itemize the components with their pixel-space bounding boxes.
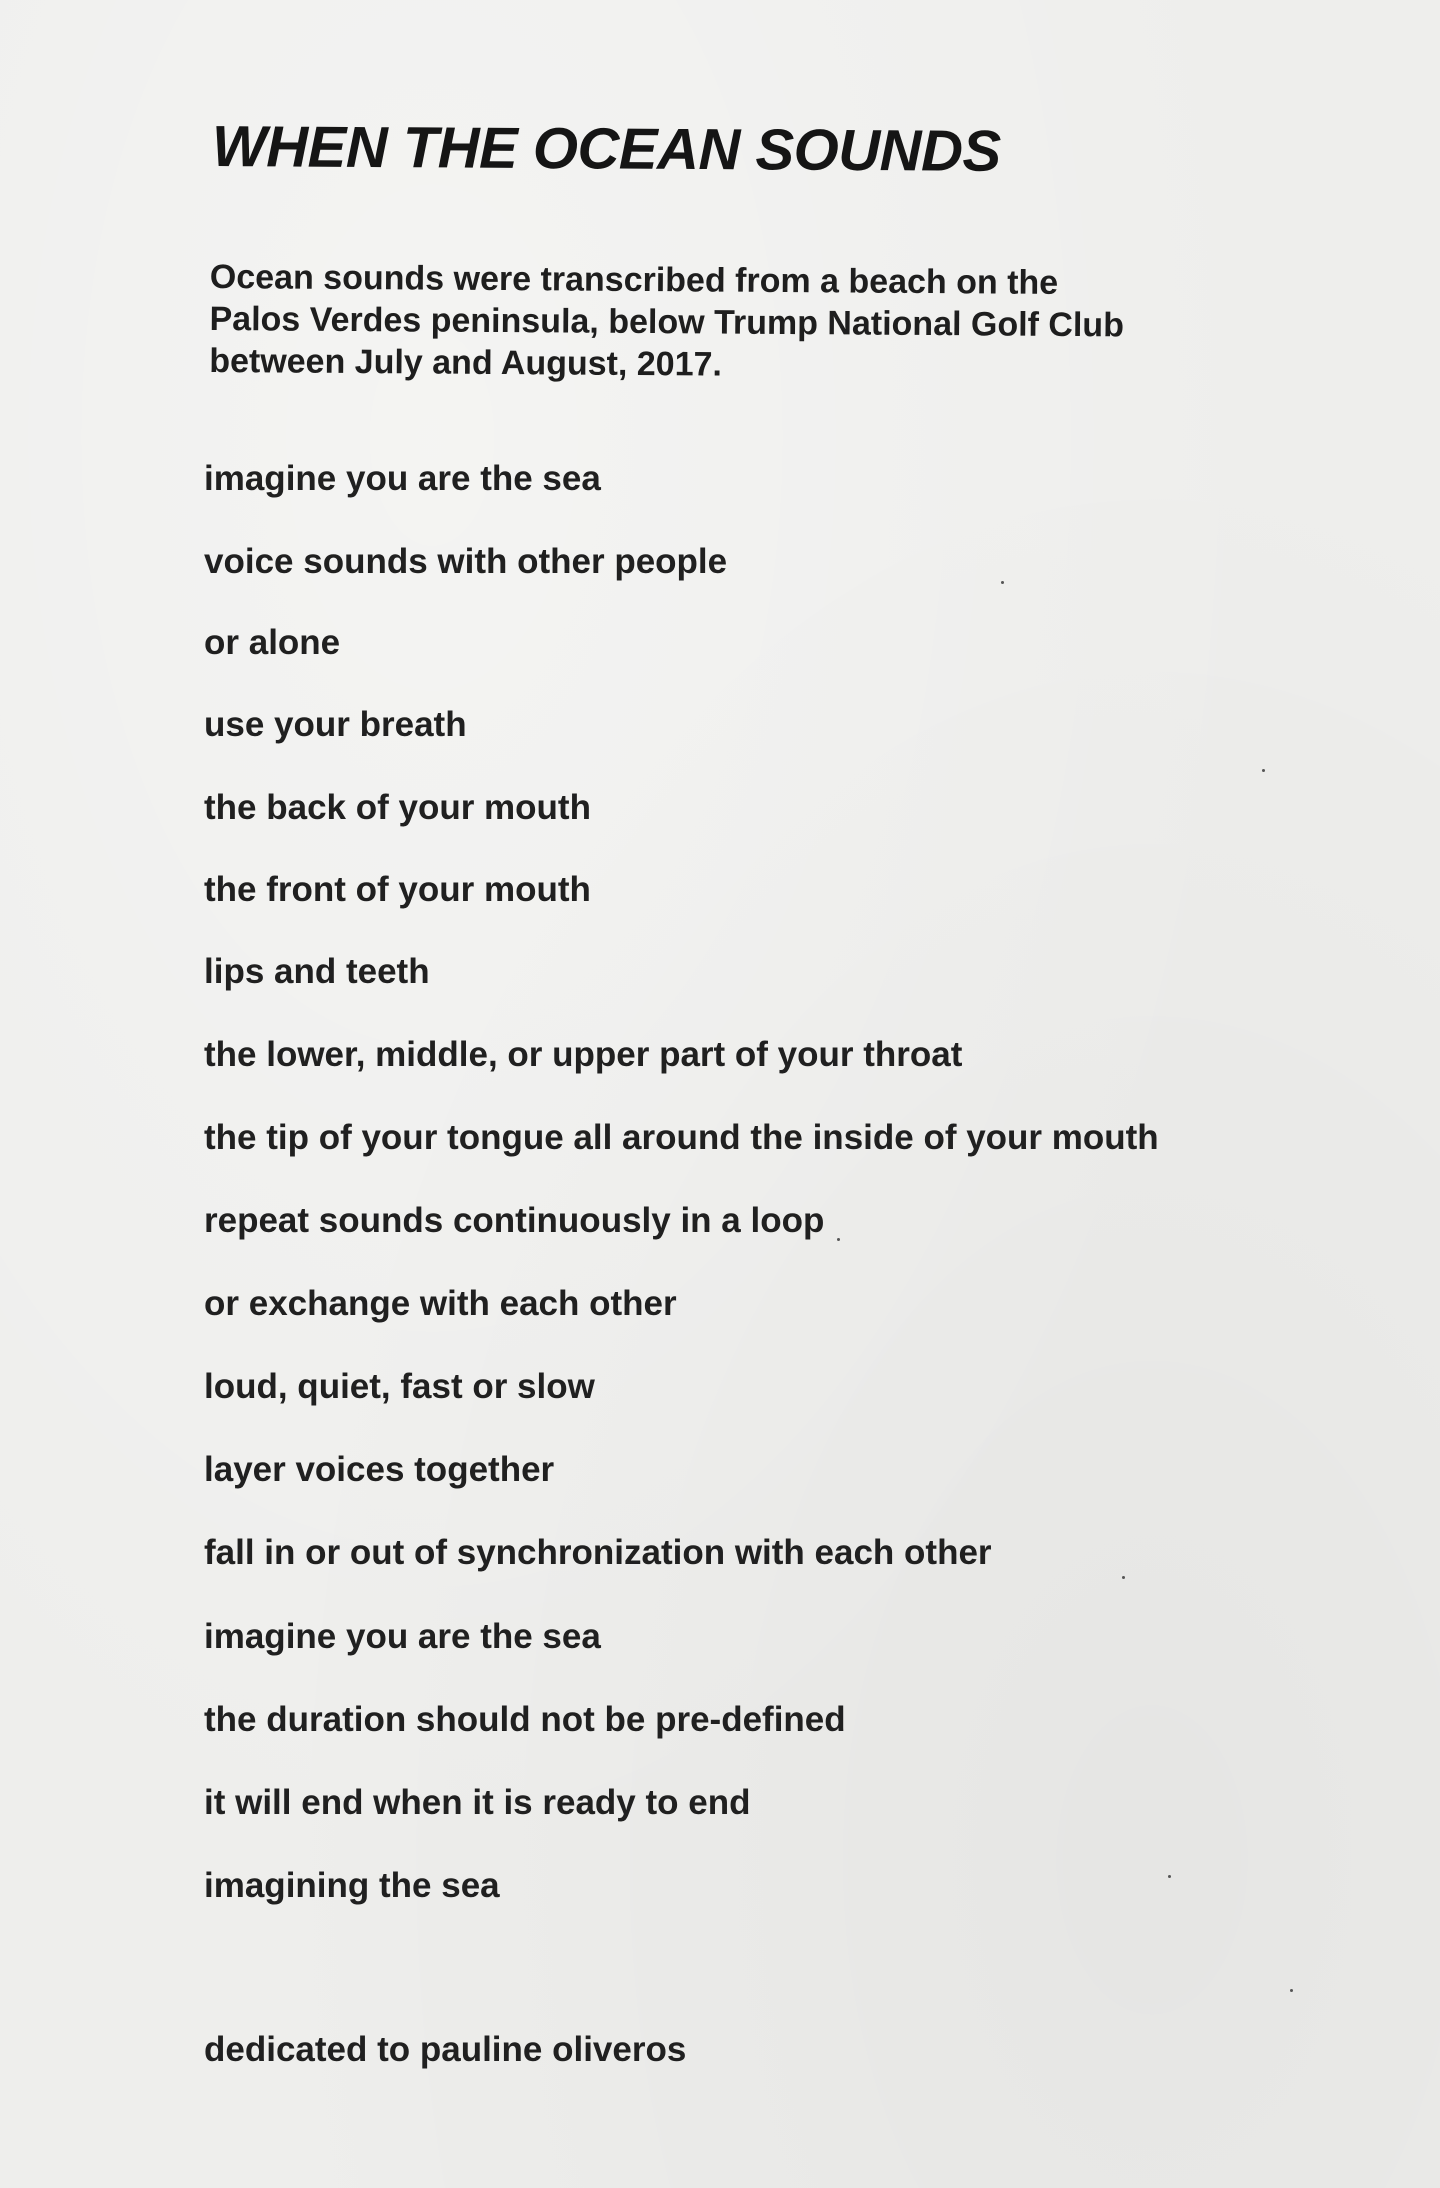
instruction-line: loud, quiet, fast or slow bbox=[204, 1367, 595, 1406]
instruction-line: imagine you are the sea bbox=[204, 459, 601, 498]
instruction-line: the lower, middle, or upper part of your throat bbox=[204, 1035, 963, 1074]
intro-line: Palos Verdes peninsula, below Trump National Golf Club bbox=[209, 299, 1125, 345]
paper-speck bbox=[1290, 1989, 1293, 1992]
paper-speck bbox=[1168, 1875, 1171, 1878]
instruction-line: layer voices together bbox=[204, 1450, 555, 1489]
page-title: WHEN THE OCEAN SOUNDS bbox=[211, 114, 1001, 184]
instruction-line: voice sounds with other people bbox=[204, 542, 728, 581]
instruction-line: the front of your mouth bbox=[204, 870, 591, 909]
instruction-line: imagining the sea bbox=[204, 1866, 500, 1905]
intro-line: Ocean sounds were transcribed from a beach on the bbox=[209, 257, 1059, 302]
instruction-line: imagine you are the sea bbox=[204, 1617, 601, 1656]
intro-line: between July and August, 2017. bbox=[209, 341, 723, 384]
instruction-line: repeat sounds continuously in a loop bbox=[204, 1201, 825, 1240]
instruction-line: the back of your mouth bbox=[204, 788, 591, 827]
instruction-line: or alone bbox=[204, 623, 341, 662]
intro-paragraph bbox=[209, 256, 1260, 389]
instruction-line: use your breath bbox=[204, 705, 467, 744]
dedication-line: dedicated to pauline oliveros bbox=[204, 2030, 687, 2069]
paper-speck bbox=[1262, 769, 1265, 772]
paper-speck bbox=[1001, 581, 1004, 584]
paper-speck bbox=[837, 1238, 840, 1241]
instruction-line: it will end when it is ready to end bbox=[204, 1783, 751, 1822]
instruction-line: lips and teeth bbox=[204, 952, 430, 991]
paper-speck bbox=[1122, 1576, 1125, 1579]
instruction-line: the duration should not be pre-defined bbox=[204, 1700, 846, 1739]
instruction-line: the tip of your tongue all around the inside of your mouth bbox=[204, 1118, 1159, 1157]
instruction-line: or exchange with each other bbox=[204, 1284, 677, 1323]
instruction-line: fall in or out of synchronization with each other bbox=[204, 1533, 992, 1572]
